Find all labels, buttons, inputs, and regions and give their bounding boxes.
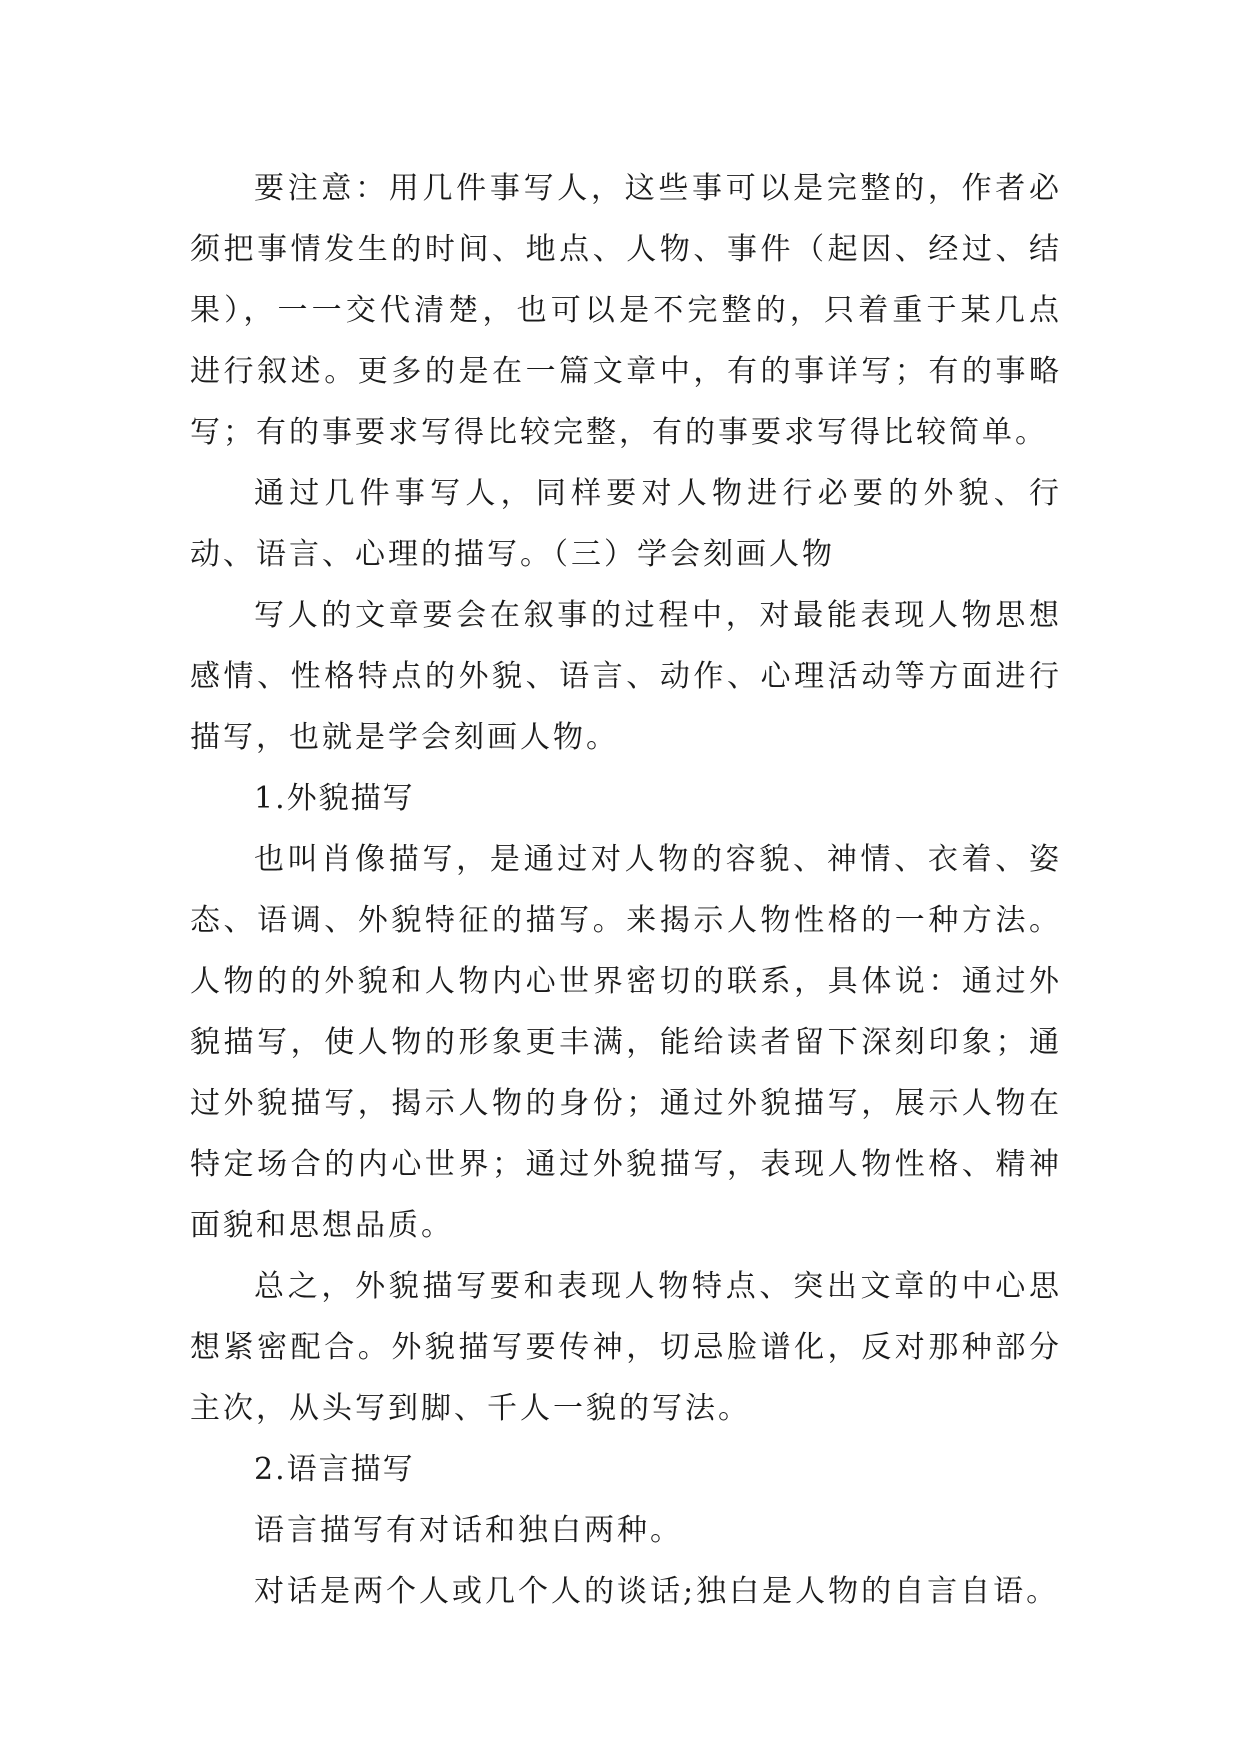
paragraph-event-writing-note: 要注意：用几件事写人，这些事可以是完整的，作者必须把事情发生的时间、地点、人物、事件（起因、经过、结果），一一交代清楚，也可以是不完整的，只着重于某几点进行叙述。更多的是在一篇文章中，有的事详写；有的事略写；有的事要求写得比较完整，有的事要求写得比较简单。 [190, 171, 1062, 450]
paragraph-dialogue-monologue: 对话是两个人或几个人的谈话;独白是人物的自言自语。 [254, 1574, 1060, 1609]
paragraph-character-portrayal: 写人的文章要会在叙事的过程中，对最能表现人物思想感情、性格特点的外貌、语言、动作、心理活动等方面进行描写，也就是学会刻画人物。 [190, 598, 1062, 755]
document-body [190, 158, 1062, 1622]
section-heading-appearance: 1.外貌描写 [254, 781, 415, 816]
paragraph-several-events: 通过几件事写人，同样要对人物进行必要的外貌、行动、语言、心理的描写。（三）学会刻画人物 [190, 476, 1062, 572]
section-heading-language: 2.语言描写 [254, 1452, 415, 1487]
paragraph-appearance-description: 也叫肖像描写，是通过对人物的容貌、神情、衣着、姿态、语调、外貌特征的描写。来揭示人物性格的一种方法。人物的的外貌和人物内心世界密切的联系，具体说：通过外貌描写，使人物的形象更丰满，能给读者留下深刻印象；通过外貌描写，揭示人物的身份；通过外貌描写，展示人物在特定场合的内心世界；通过外貌描写，表现人物性格、精神面貌和思想品质。 [190, 842, 1062, 1243]
paragraph-appearance-summary: 总之，外貌描写要和表现人物特点、突出文章的中心思想紧密配合。外貌描写要传神，切忌脸谱化，反对那种部分主次，从头写到脚、千人一貌的写法。 [190, 1269, 1062, 1426]
paragraph-language-types: 语言描写有对话和独白两种。 [254, 1513, 683, 1548]
